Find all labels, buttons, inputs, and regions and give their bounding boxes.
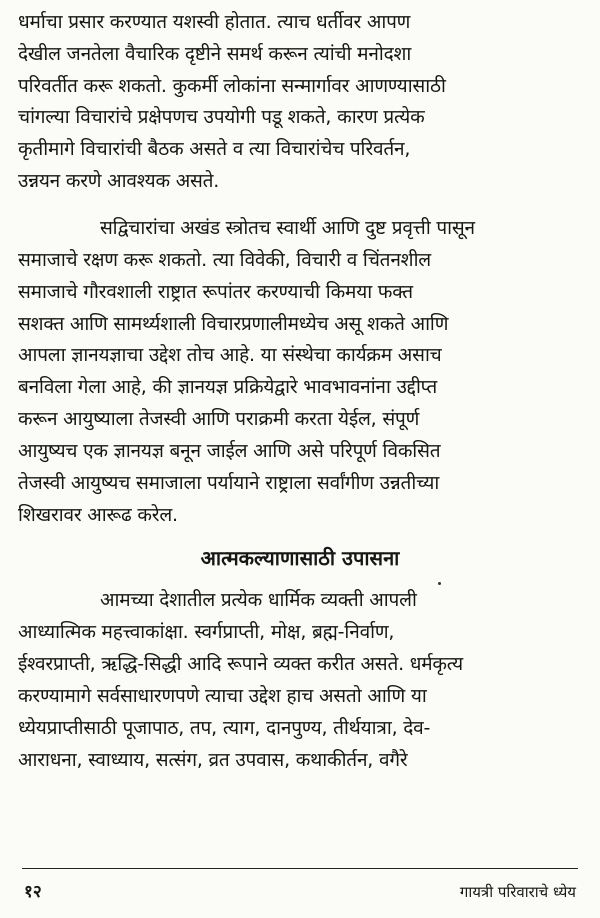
body-line: आध्यात्मिक महत्त्वाकांक्षा. स्वर्गप्राप्ती, मोक्ष, ब्रह्म-निर्वाण, (18, 621, 395, 643)
body-line: आराधना, स्वाध्याय, सत्संग, व्रत उपवास, कथाकीर्तन, वगैरे (18, 749, 408, 771)
body-line: परिवर्तीत करू शकतो. कुकर्मी लोकांना सन्मार्गावर आणण्यासाठी (18, 75, 446, 97)
stray-dot (438, 582, 441, 585)
running-footer-title: गायत्री परिवाराचे ध्येय (459, 883, 576, 901)
body-line: ईश्वरप्राप्ती, ऋद्धि-सिद्धी आदि रूपाने व्यक्त करीत असते. धर्मकृत्य (18, 653, 463, 675)
body-line: शिखरावर आरूढ करेल. (18, 504, 178, 526)
body-line: समाजाचे गौरवशाली राष्ट्रात रूपांतर करण्याची किमया फक्त (18, 281, 413, 303)
body-line: सद्विचारांचा अखंड स्त्रोतच स्वार्थी आणि दुष्ट प्रवृत्ती पासून (100, 217, 475, 239)
section-heading: आत्मकल्याणासाठी उपासना (200, 546, 400, 570)
body-line: सशक्त आणि सामर्थ्यशाली विचारप्रणालीमध्येच असू शकते आणि (18, 313, 449, 335)
body-line: देखील जनतेला वैचारिक दृष्टीने समर्थ करून त्यांची मनोदशा (18, 43, 412, 65)
page-number: १२ (24, 882, 42, 902)
body-line: करून आयुष्याला तेजस्वी आणि पराक्रमी करता येईल, संपूर्ण (18, 408, 420, 430)
body-line: चांगल्या विचारांचे प्रक्षेपणच उपयोगी पडू शकते, कारण प्रत्येक (18, 106, 425, 128)
body-line: करण्यामागे सर्वसाधारणपणे त्याचा उद्देश हाच असतो आणि या (18, 685, 427, 707)
body-line: आयुष्यच एक ज्ञानयज्ञ बनून जाईल आणि असे परिपूर्ण विकसित (18, 440, 441, 462)
body-line: धर्माचा प्रसार करण्यात यशस्वी होतात. त्याच धर्तीवर आपण (18, 11, 411, 33)
body-line: बनविला गेला आहे, की ज्ञानयज्ञ प्रक्रियेद्वारे भावभावनांना उद्दीप्त (18, 376, 437, 398)
body-line: तेजस्वी आयुष्यच समाजाला पर्यायाने राष्ट्राला सर्वांगीण उन्नतीच्या (18, 472, 440, 494)
body-line: समाजाचे रक्षण करू शकतो. त्या विवेकी, विचारी व चिंतनशील (18, 249, 431, 271)
footer-rule (22, 868, 578, 869)
body-line: आपला ज्ञानयज्ञाचा उद्देश तोच आहे. या संस्थेचा कार्यक्रम असाच (18, 344, 442, 366)
body-line: कृतीमागे विचारांची बैठक असते व त्या विचारांचेच परिवर्तन, (18, 138, 411, 160)
body-line: उन्नयन करणे आवश्यक असते. (18, 170, 220, 192)
body-line: आमच्या देशातील प्रत्येक धार्मिक व्यक्ती आपली (100, 589, 417, 611)
body-line: ध्येयप्राप्तीसाठी पूजापाठ, तप, त्याग, दानपुण्य, तीर्थयात्रा, देव- (18, 717, 431, 739)
